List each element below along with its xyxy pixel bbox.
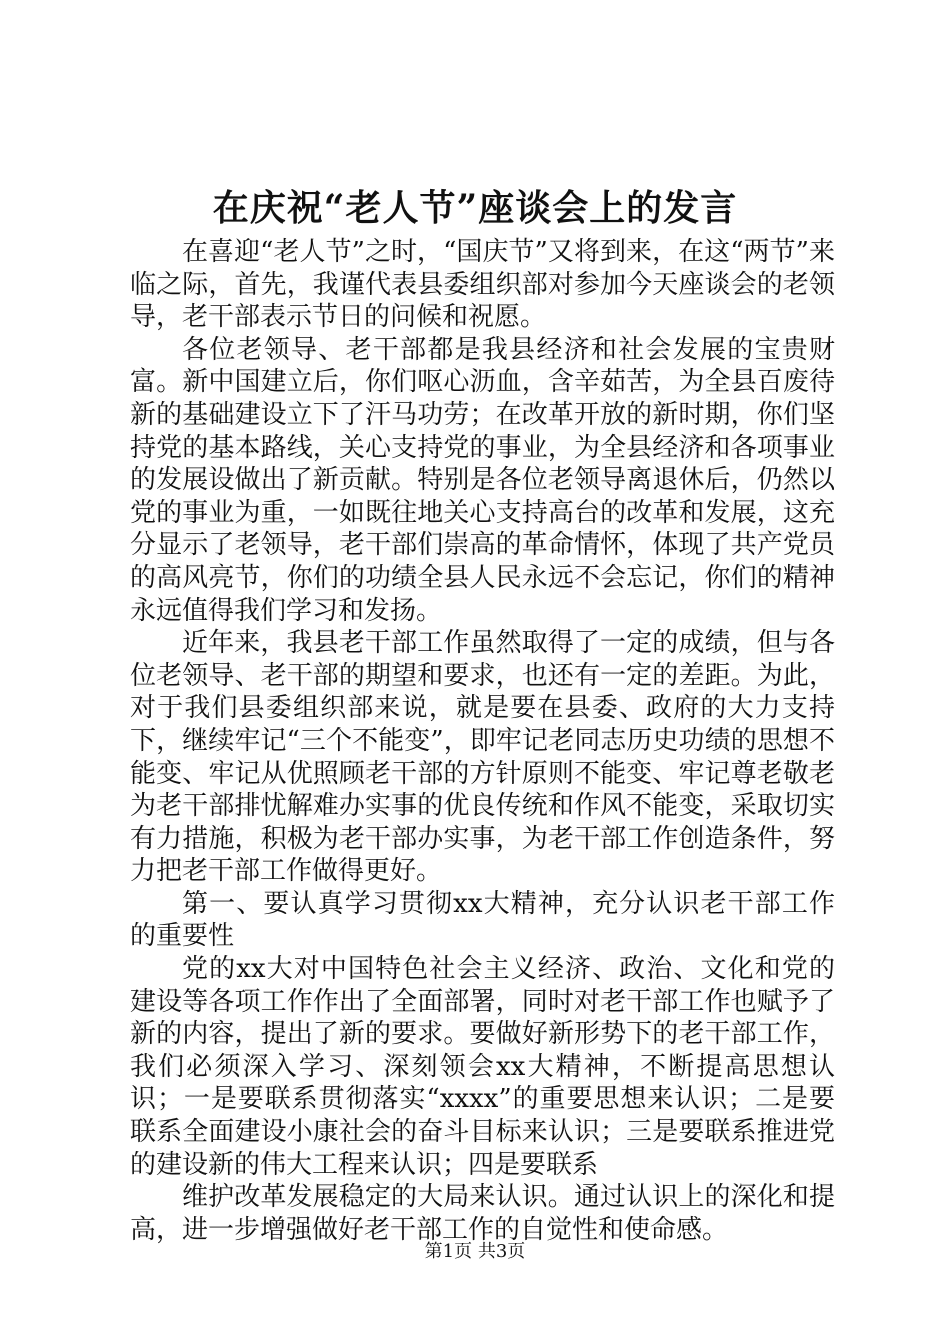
document-body xyxy=(130,236,835,1246)
paragraph-2: 各位老领导、老干部都是我县经济和社会发展的宝贵财富。新中国建立后，你们呕心沥血，含辛茹苦，为全县百废待新的基础建设立下了汗马功劳；在改革开放的新时期，你们坚持党的基本路线，关心支持党的事业，为全县经济和各项事业的发展设做出了新贡献。特别是各位老领导离退休后，仍然以党的事业为重，一如既往地关心支持高台的改革和发展，这充分显示了老领导，老干部们崇高的革命情怀，体现了共产党员的高风亮节，你们的功绩全县人民永远不会忘记，你们的精神永远值得我们学习和发扬。 xyxy=(130,334,835,626)
document-title: 在庆祝“老人节”座谈会上的发言 xyxy=(212,187,738,229)
section-heading-1: 第一、要认真学习贯彻xx大精神，充分认识老干部工作的重要性 xyxy=(130,888,835,952)
paragraph-1: 在喜迎“老人节”之时，“国庆节”又将到来，在这“两节”来临之际，首先，我谨代表县委组织部对参加今天座谈会的老领导，老干部表示节日的问候和祝愿。 xyxy=(130,237,835,333)
paragraph-5: 维护改革发展稳定的大局来认识。通过认识上的深化和提高，进一步增强做好老干部工作的自觉性和使命感。 xyxy=(130,1182,835,1245)
paragraph-4: 党的xx大对中国特色社会主义经济、政治、文化和党的建设等各项工作作出了全面部署，同时对老干部工作也赋予了新的内容，提出了新的要求。要做好新形势下的老干部工作，我们必须深入学习、深刻领会xx大精神，不断提高思想认识；一是要联系贯彻落实“xxxx”的重要思想来认识；二是要联系全面建设小康社会的奋斗目标来认识；三是要联系推进党的建设新的伟大工程来认识；四是要联系 xyxy=(130,954,835,1180)
paragraph-3: 近年来，我县老干部工作虽然取得了一定的成绩，但与各位老领导、老干部的期望和要求，也还有一定的差距。为此，对于我们县委组织部来说，就是要在县委、政府的大力支持下，继续牢记“三个不能变”，即牢记老同志历史功绩的思想不能变、牢记从优照顾老干部的方针原则不能变、牢记尊老敬老为老干部排忧解难办实事的优良传统和作风不能变，采取切实有力措施，积极为老干部办实事，为老干部工作创造条件，努力把老干部工作做得更好。 xyxy=(130,628,835,887)
page-number-footer: 第1页 共3页 xyxy=(424,1241,526,1262)
